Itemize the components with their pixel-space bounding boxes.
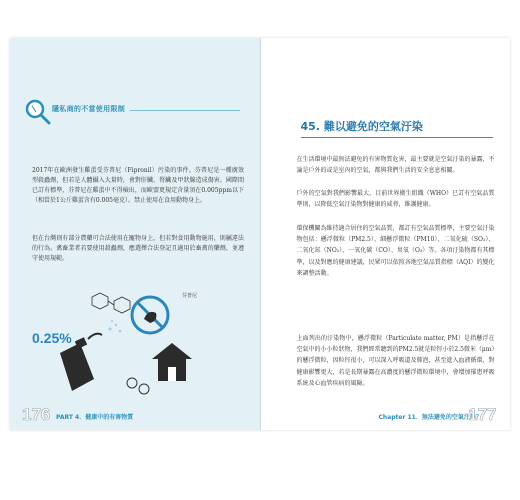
left-footer (10, 400, 260, 430)
chemical-label: 芬普尼 (182, 293, 198, 299)
page-number-right: 177 (468, 405, 497, 424)
left-paragraph-2: 但在台灣則有部分農藥可合法使用在寵物身上，但若對食用動物施用，則屬違法的行為。禽畜業者若要使用殺蟲劑，應選擇合法登記且適用於畜禽的藥劑，並遵守使用規範。 (32, 235, 244, 262)
page-number-left: 176 (22, 405, 51, 424)
right-paragraph-1: 在生活環境中最無法避免的有害物質危害，最主要就是空氣汙染的暴露，不論是戶外的或是室內的空氣，都與我們生活的安全息息相關。 (296, 156, 495, 175)
right-paragraph-3: 環保機關為維持適合居住的空氣品質，都訂有空氣品質標準，主要空氣汙染物包括：懸浮微粒（PM2.5）、細懸浮微粒（PM10）、二氧化硫（SO₂）、二氧化氮（NO₂）、一氧化碳（CO）、臭氧（O₃）等。各項汙染物都有其標準，以及對應的健康建議，民眾可以依照各地空氣品質指標（AQI）的變化來調整活動。 (296, 225, 495, 277)
left-paragraph-1: 2017年在歐洲發生雞蛋受芬普尼（Fipronil）污染的事件。芬普尼是一種廣效型殺蟲劑，但若是人體攝入大量時，會對肝臟、腎臟及甲狀腺造成傷害。國際間已訂有標準，芬普尼在雞蛋中不得檢出，而歐盟更規定含量須在0.005ppm以下（相當於1公斤雞蛋含有0.005毫克）。禁止使用在食用動物身上。 (32, 167, 244, 204)
heading-rule (301, 137, 493, 138)
section-label: 隱私商的不當使用限制 (52, 105, 125, 113)
chapter-heading: 45. 難以避免的空氣汙染 (300, 120, 423, 133)
section-rule (130, 110, 240, 111)
right-page (261, 38, 511, 430)
magnifier-icon (24, 98, 52, 126)
part-label: PART 4．健康中的有害物質 (56, 414, 134, 421)
right-paragraph-2: 戶外的空氣對我們影響最大，目前世界衛生組織（WHO）已訂有空氣品質準則，以降低空氣汙染物對健康的威脅，維護健康。 (296, 190, 495, 209)
right-paragraph-4: 上面列出的汙染物中，懸浮微粒（Particulate matter, PM）是指懸浮在空氣中的小小粒狀物，我們經常聽到的PM2.5就是粒徑小於2.5微米（μm）的懸浮微粒，因粒徑很小，可以深入呼吸道及肺泡，甚至進入血液循環，對健康影響更大，若是長期暴露在高濃度的懸浮微粒環境中，會增加罹患呼吸系統及心血管疾病的風險。 (296, 335, 495, 387)
left-page (10, 38, 261, 430)
house-icon (152, 343, 192, 381)
right-footer (261, 400, 511, 430)
chick-icon (127, 378, 137, 388)
percentage-label: 0.25% (32, 330, 72, 346)
chapter-label: Chapter 11．無法避免的空氣汙染？ (378, 414, 482, 421)
book-spread (10, 38, 510, 430)
